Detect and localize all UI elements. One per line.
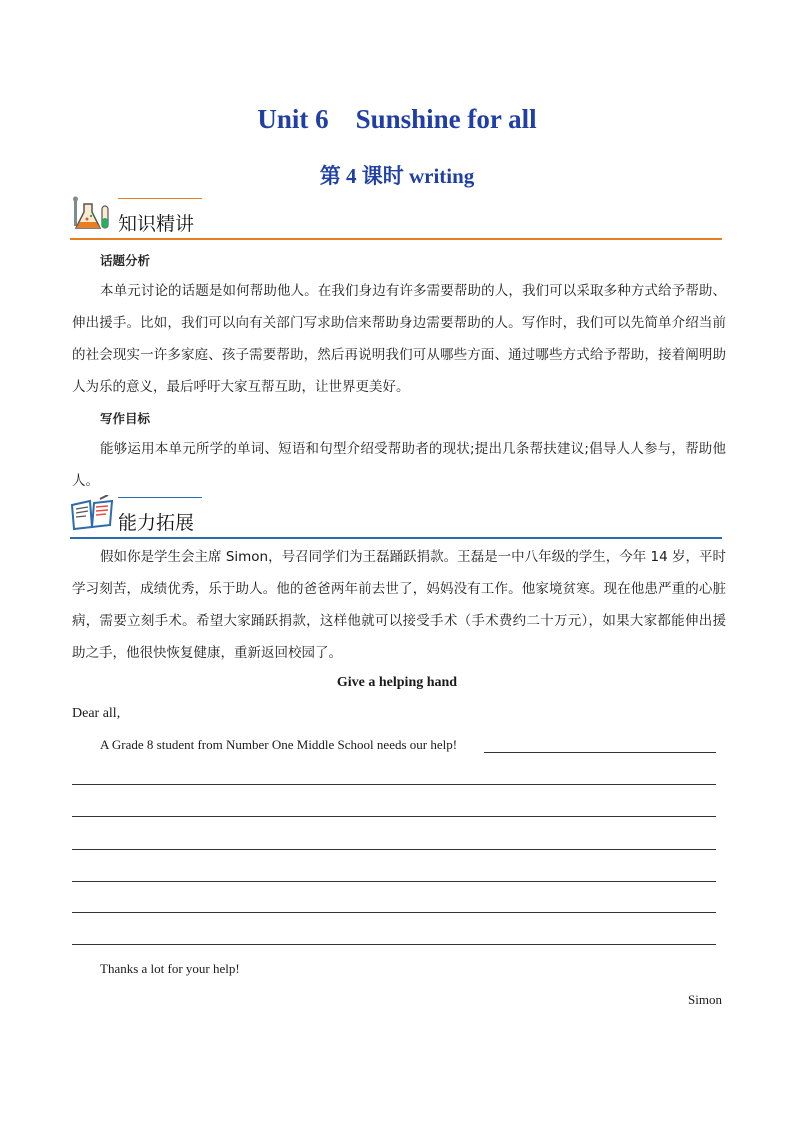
writing-line[interactable]	[72, 816, 716, 817]
letter-closing: Thanks a lot for your help!	[100, 961, 240, 976]
label-writing-goal: 写作目标	[100, 411, 151, 426]
lab-flask-icon	[70, 194, 114, 238]
letter-greeting: Dear all,	[72, 706, 121, 721]
section-header-knowledge	[70, 198, 722, 240]
open-book-icon	[70, 495, 114, 537]
writing-line[interactable]	[72, 912, 716, 913]
lesson-subtitle: 第 4 课时 writing	[319, 164, 475, 188]
writing-line[interactable]	[72, 944, 716, 945]
section-header-extension	[70, 497, 722, 539]
label-topic-analysis: 话题分析	[100, 253, 151, 268]
writing-line[interactable]	[72, 784, 716, 785]
section-heading-knowledge: 知识精讲	[118, 213, 195, 235]
writing-line[interactable]	[72, 849, 716, 850]
writing-line[interactable]	[484, 752, 716, 753]
section-heading-extension: 能力拓展	[118, 512, 195, 534]
unit-title: Unit 6 Sunshine for all	[257, 104, 537, 134]
paragraph-writing-goal: 能够运用本单元所学的单词、短语和句型介绍受帮助者的现状;提出几条帮扶建议;倡导人人参与，帮助他人。	[72, 441, 726, 489]
letter-title: Give a helping hand	[336, 675, 458, 690]
letter-opening: A Grade 8 student from Number One Middle School needs our help!	[100, 737, 458, 752]
letter-signature: Simon	[688, 992, 722, 1007]
paragraph-topic-analysis: 本单元讨论的话题是如何帮助他人。在我们身边有许多需要帮助的人，我们可以采取多种方式给予帮助、伸出援手。比如，我们可以向有关部门写求助信来帮助身边需要帮助的人。写作时，我们可以先简单介绍当前的社会现实一许多家庭、孩子需要帮助，然后再说明我们可从哪些方面、通过哪些方式给予帮助，接着阐明助人为乐的意义，最后呼吁大家互帮互助，让世界更美好。	[72, 283, 726, 395]
writing-line[interactable]	[72, 881, 716, 882]
paragraph-task-description: 假如你是学生会主席 Simon，号召同学们为王磊踊跃捐款。王磊是一中八年级的学生，今年 14 岁，平时学习刻苦，成绩优秀，乐于助人。他的爸爸两年前去世了，妈妈没有工作。他家境贫寒。现在他患严重的心脏病，需要立刻手术。希望大家踊跃捐款，这样他就可以接受手术（手术费约二十万元），如果大家都能伸出援助之手，他很快恢复健康，重新返回校园了。	[72, 549, 726, 661]
